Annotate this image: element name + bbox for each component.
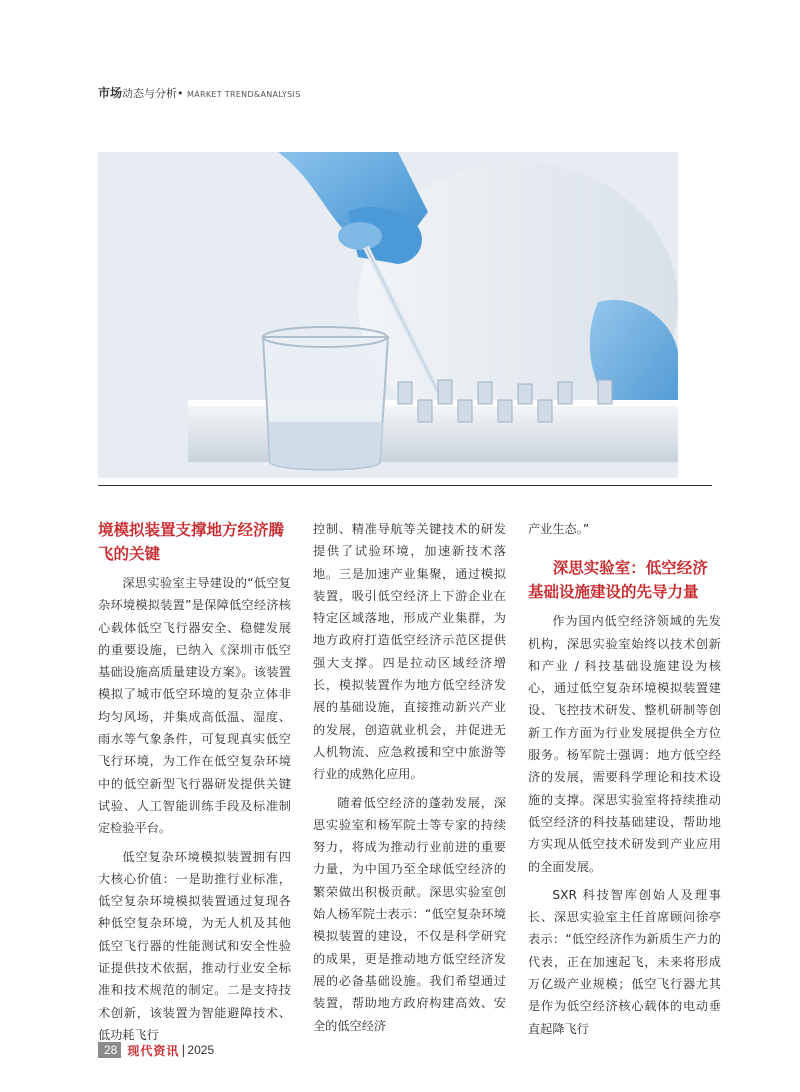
page-footer <box>98 1041 214 1059</box>
lab-photo-illustration <box>98 152 678 478</box>
col3-paragraph-2: SXR 科技智库创始人及理事长、深思实验室主任首席顾问徐亭表示：“低空经济作为新质生产力的代表，正在加速起飞，未来将形成万亿级产业规模；低空飞行器尤其是作为低空经济核心载体的电动垂直起降飞行 <box>528 887 721 1036</box>
col3-paragraph-1: 作为国内低空经济领域的先发机构，深思实验室始终以技术创新和产业 / 科技基础设施建设为核心，通过低空复杂环境模拟装置建设、飞控技术研发、整机研制等创新工作方面为行业发展提供全方位服务。杨军院士强调：地方低空经济的发展，需要科学理论和技术设施的支撑。深思实验室将持续推动低空经济的科技基础建设，帮助地方实现从低空技术研发到产业应用的全面发展。 <box>528 614 721 874</box>
section-title-en: MARKET TREND&ANALYSIS <box>187 90 301 99</box>
article-column-3 <box>528 518 721 1040</box>
magazine-name: 现代资讯 <box>127 1043 180 1058</box>
header-bullet: • <box>177 87 184 100</box>
section-header <box>98 84 301 101</box>
subheading-2: 深思实验室：低空经济基础设施建设的先导力量 <box>528 559 708 602</box>
footer-separator: | <box>181 1043 186 1057</box>
issue-year: 2025 <box>187 1043 215 1057</box>
lab-photo <box>98 152 678 478</box>
col3-paragraph-0: 产业生态。” <box>528 522 590 536</box>
section-title-rest: 动态与分析 <box>122 87 178 100</box>
col2-paragraph-2: 随着低空经济的蓬勃发展，深思实验室和杨军院士等专家的持续努力，将成为推动行业前进的重要力量，为中国乃至全球低空经济的繁荣做出积极贡献。深思实验室创始人杨军院士表示：“低空复杂环境模拟装置的建设，不仅是科学研究的成果，更是推动地方低空经济发展的必备基础设施。我们希望通过装置，帮助地方政府构建高效、安全的低空经济 <box>313 795 506 1033</box>
article-column-1 <box>98 518 291 1046</box>
col2-paragraph-1: 控制、精准导航等关键技术的研发提供了试验环境，加速新技术落地。三是加速产业集聚，通过模拟装置，吸引低空经济上下游企业在特定区域落地，形成产业集群，为地方政府打造低空经济示范区提供强大支撑。四是拉动区域经济增长，模拟装置作为地方低空经济发展的基础设施，直接推动新兴产业的发展，创造就业机会，并促进无人机物流、应急救援和空中旅游等行业的成熟化应用。 <box>313 522 506 782</box>
col1-paragraph-2: 低空复杂环境模拟装置拥有四大核心价值：一是助推行业标准，低空复杂环境模拟装置通过复现各种低空复杂环境，为无人机及其他低空飞行器的性能测试和安全性验证提供技术依据，推动行业安全标准和技术规范的制定。二是支持技术创新，该装置为智能避障技术、低功耗飞行 <box>98 849 291 1042</box>
article-column-2 <box>313 518 506 1037</box>
col1-paragraph-1: 深思实验室主导建设的“低空复杂环境模拟装置”是保障低空经济核心载体低空飞行器安全、稳健发展的重要设施，已纳入《深圳市低空基础设施高质量建设方案》。该装置模拟了城市低空环境的复杂立体非均匀风场，并集成高低温、湿度、雨水等气象条件，可复现真实低空飞行环境，为工作在低空复杂环境中的低空新型飞行器研发提供关键试验、人工智能训练手段及标准制定检验平台。 <box>98 576 291 836</box>
page-number: 28 <box>98 1042 121 1058</box>
section-title-bold: 市场 <box>98 86 123 100</box>
subheading-1: 境模拟装置支撑地方经济腾飞的关键 <box>98 521 285 563</box>
divider-rule <box>98 485 712 486</box>
